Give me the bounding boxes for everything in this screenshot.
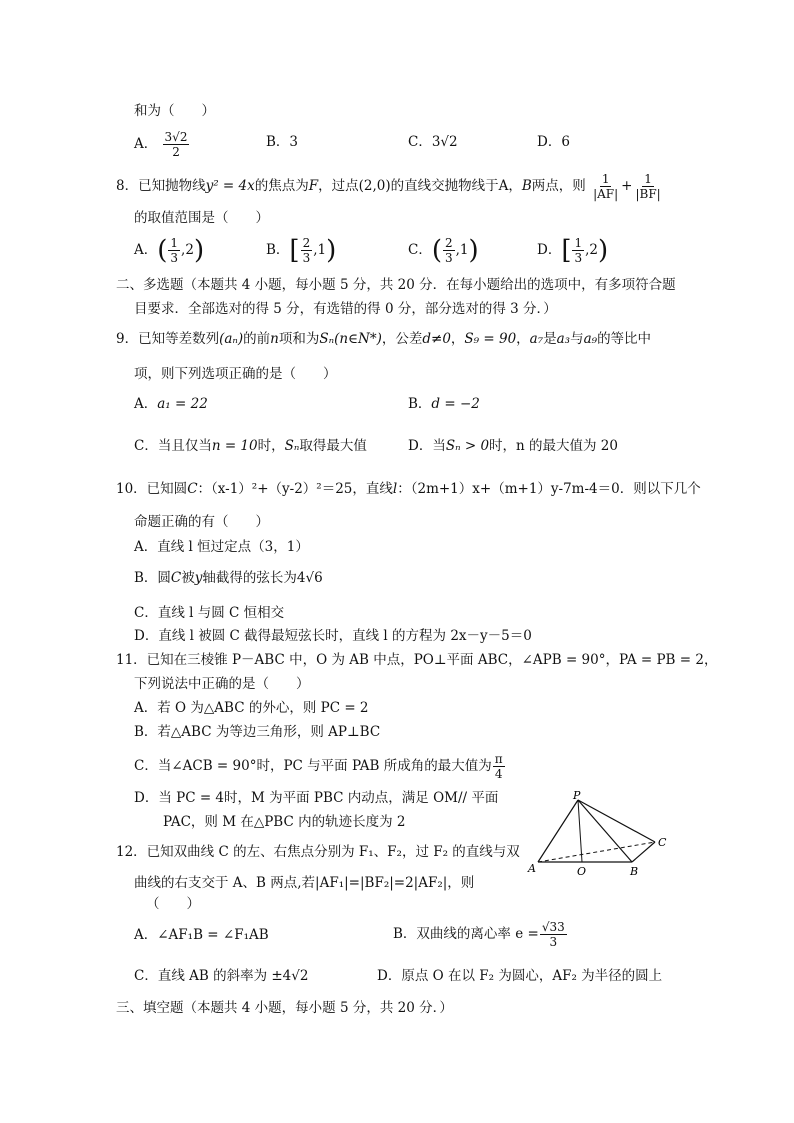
q9-stem: 9．已知等差数列(aₙ)的前n项和为Sₙ(n∈N*)，公差d≠0，S₉ = 90，a₇是a₃与a₉的等比中 [116, 331, 652, 347]
label-a: A [528, 862, 536, 875]
q10-option-b: B．圆C被y轴截得的弦长为4√6 [134, 570, 323, 586]
q8-option-d: D．[ $\frac{1}{3}$ ,2) [537, 235, 609, 266]
q12-stem-2: 曲线的右支交于 A、B 两点,若|AF₁|=|BF₂|=2|AF₂|，则 [134, 875, 475, 891]
q11-option-a: A．若 O 为△ABC 的外心，则 PC = 2 [134, 700, 369, 716]
q12-stem: 12．已知双曲线 C 的左、右焦点分别为 F₁、F₂，过 F₂ 的直线与双 [116, 844, 520, 860]
q7-tail: 和为（ ） [134, 103, 215, 119]
q7-option-d: D．6 [537, 134, 570, 150]
q10-option-c: C．直线 l 与圆 C 恒相交 [134, 605, 285, 621]
q7-option-c: C．3√2 [408, 134, 458, 150]
q10-stem-2: 命题正确的有（ ） [134, 514, 269, 530]
section-2-heading: 二、多选题（本题共 4 小题，每小题 5 分，共 20 分．在每小题给出的选项中，有多项符合题 [116, 277, 676, 293]
q8-stem: 8．已知抛物线y² = 4x的焦点为F，过点(2,0)的直线交抛物线于A，B两点，则 $\frac{1}{|AF|}$ + $\frac{1}{|BF|}$ [116, 172, 661, 201]
q12-option-b: B．双曲线的离心率 e = $\frac{√33}{3}$ [393, 920, 565, 949]
q12-option-c: C．直线 AB 的斜率为 ±4√2 [134, 968, 309, 984]
label-p: P [573, 790, 581, 802]
q7-option-a: A． $\frac{3√2}{2}$ [134, 130, 188, 159]
label-b: B [630, 865, 639, 878]
q8-stem-2: 的取值范围是（ ） [134, 210, 269, 226]
q9-option-a: A．a₁ = 22 [134, 396, 208, 412]
q12-option-a: A．∠AF₁B = ∠F₁AB [134, 927, 269, 943]
q8-option-c: C．( $\frac{2}{3}$ ,1) [408, 235, 479, 266]
pyramid-figure [520, 790, 680, 880]
q11-option-d: D．当 PC = 4时，M 为平面 PBC 内动点，满足 OM// 平面 [134, 790, 499, 806]
q7-option-b: B．3 [266, 134, 299, 150]
q8-option-a: A．( $\frac{1}{3}$ ,2) [134, 235, 205, 266]
q9-option-d: D．当Sₙ > 0时，n 的最大值为 20 [408, 438, 618, 454]
q9-stem-2: 项，则下列选项正确的是（ ） [134, 366, 337, 382]
q10-option-d: D．直线 l 被圆 C 截得最短弦长时，直线 l 的方程为 2x－y－5＝0 [134, 628, 532, 644]
section-3-heading: 三、填空题（本题共 4 小题，每小题 5 分，共 20 分．） [116, 1000, 453, 1016]
option-label: A． [134, 136, 158, 152]
q12-stem-3: （ ） [146, 896, 200, 912]
q12-option-d: D．原点 O 在以 F₂ 为圆心，AF₂ 为半径的圆上 [377, 968, 663, 984]
q10-option-a: A．直线 l 恒过定点（3，1） [134, 539, 309, 555]
q9-option-b: B．d = −2 [408, 396, 480, 412]
label-o: O [577, 865, 587, 878]
q11-option-c: C．当∠ACB = 90°时，PC 与平面 PAB 所成角的最大值为 $\frac{\pi}{4}$ [134, 752, 503, 781]
q11-option-d-2: PAC，则 M 在△PBC 内的轨迹长度为 2 [163, 814, 406, 830]
q9-option-c: C．当且仅当n = 10时，Sₙ取得最大值 [134, 438, 367, 454]
q11-stem-2: 下列说法中正确的是（ ） [134, 676, 310, 692]
q11-stem: 11．已知在三棱锥 P－ABC 中，O 为 AB 中点，PO⊥平面 ABC，∠APB = 90°，PA = PB = 2， [116, 652, 718, 668]
q10-stem: 10．已知圆C：（x-1）²+（y-2）²＝25，直线l：（2m+1）x+（m+1）y-7m-4＝0．则以下几个 [116, 481, 701, 497]
q11-option-b: B．若△ABC 为等边三角形，则 AP⊥BC [134, 724, 381, 740]
q8-option-b: B．[ $\frac{2}{3}$ ,1) [266, 235, 337, 266]
label-c: C [658, 836, 667, 849]
section-2-heading-2: 目要求．全部选对的得 5 分，有选错的得 0 分，部分选对的得 3 分．） [134, 301, 557, 317]
